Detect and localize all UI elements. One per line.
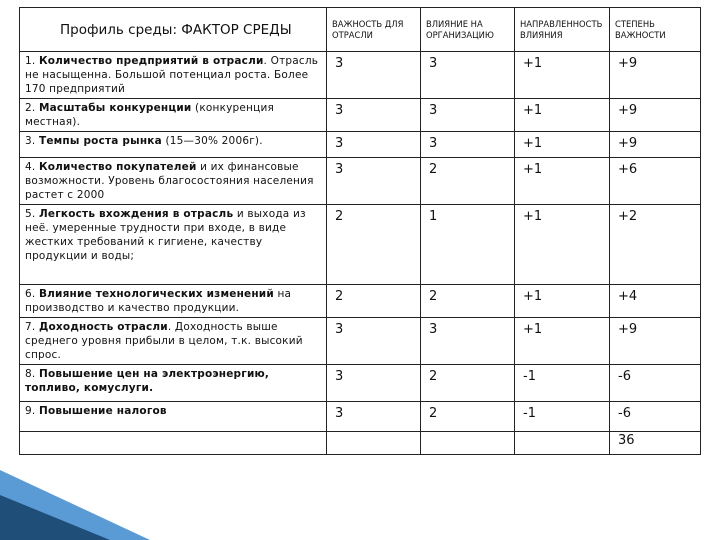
factor-detail: и выхода из неё. умеренные трудности при входе, в виде жестких требований к гигиене, качеству продукции и воды;	[25, 208, 306, 262]
factor-detail: на производство и качество продукции.	[25, 288, 292, 314]
importance-value: 3	[327, 365, 421, 402]
direction-value: +1	[515, 99, 610, 132]
table-row	[20, 52, 701, 99]
factor-name: Количество покупателей	[38, 161, 197, 173]
factor-number: 9.	[25, 405, 36, 417]
degree-value: +9	[610, 99, 701, 132]
factor-name: Влияние технологических изменений	[38, 288, 274, 300]
influence-value: 2	[421, 365, 515, 402]
table-row	[20, 205, 701, 285]
factor-number: 5.	[25, 208, 36, 220]
factor-name: Масштабы конкуренции	[38, 102, 192, 114]
direction-value: +1	[515, 318, 610, 365]
direction-value: +1	[515, 158, 610, 205]
degree-value: -6	[610, 402, 701, 432]
factor-description	[20, 285, 327, 318]
influence-value: 2	[421, 402, 515, 432]
factor-description	[20, 99, 327, 132]
factor-detail: (конкуренция местная).	[25, 102, 274, 128]
factor-description	[20, 402, 327, 432]
header-profile: Профиль среды: ФАКТОР СРЕДЫ	[20, 8, 327, 52]
degree-value: +9	[610, 52, 701, 99]
factor-detail: . Отрасль не насыщенна. Большой потенциал роста. Более 170 предприятий	[25, 55, 319, 95]
direction-value: -1	[515, 365, 610, 402]
degree-value: +9	[610, 132, 701, 158]
factor-description	[20, 318, 327, 365]
factor-name: Повышение налогов	[38, 405, 167, 417]
importance-value: 3	[327, 402, 421, 432]
factor-detail: (15—30% 2006г).	[161, 135, 263, 147]
table-row	[20, 285, 701, 318]
direction-value: -1	[515, 402, 610, 432]
total-value: 36	[610, 432, 701, 455]
degree-value: +2	[610, 205, 701, 285]
factor-description	[20, 132, 327, 158]
direction-value: +1	[515, 205, 610, 285]
influence-value: 3	[421, 52, 515, 99]
influence-value: 3	[421, 318, 515, 365]
factor-name: Повышение цен на электроэнергию, топливо, комуслуги.	[25, 368, 270, 394]
factor-name: Легкость вхождения в отрасль	[38, 208, 234, 220]
factor-detail: и их финансовые возможности. Уровень благосостояния населения растет с 2000	[25, 161, 314, 201]
factor-number: 1.	[25, 55, 36, 67]
total-empty-3	[421, 432, 515, 455]
total-empty-4	[515, 432, 610, 455]
influence-value: 1	[421, 205, 515, 285]
influence-value: 2	[421, 158, 515, 205]
influence-value: 2	[421, 285, 515, 318]
header-direction: НАПРАВЛЕННОСТЬ ВЛИЯНИЯ	[515, 8, 610, 52]
header-row	[20, 8, 701, 52]
total-empty-2	[327, 432, 421, 455]
factor-name: Количество предприятий в отрасли	[38, 55, 264, 67]
degree-value: +4	[610, 285, 701, 318]
importance-value: 2	[327, 205, 421, 285]
direction-value: +1	[515, 285, 610, 318]
importance-value: 3	[327, 132, 421, 158]
factor-number: 2.	[25, 102, 36, 114]
influence-value: 3	[421, 99, 515, 132]
header-importance-industry: ВАЖНОСТЬ ДЛЯ ОТРАСЛИ	[327, 8, 421, 52]
factor-description	[20, 158, 327, 205]
importance-value: 3	[327, 318, 421, 365]
factor-number: 4.	[25, 161, 36, 173]
importance-value: 3	[327, 158, 421, 205]
direction-value: +1	[515, 52, 610, 99]
factor-name: Темпы роста рынка	[38, 135, 162, 147]
factor-number: 3.	[25, 135, 36, 147]
factor-description	[20, 365, 327, 402]
total-row	[20, 432, 701, 455]
importance-value: 2	[327, 285, 421, 318]
table-row	[20, 365, 701, 402]
table-row	[20, 132, 701, 158]
factor-number: 6.	[25, 288, 36, 300]
degree-value: -6	[610, 365, 701, 402]
environment-profile-table	[19, 7, 701, 455]
factor-name: Доходность отрасли	[38, 321, 168, 333]
factor-description	[20, 205, 327, 285]
table-row	[20, 318, 701, 365]
degree-value: +9	[610, 318, 701, 365]
table-row	[20, 402, 701, 432]
slide-corner-decoration	[0, 450, 720, 540]
header-influence-org: ВЛИЯНИЕ НА ОРГАНИЗАЦИЮ	[421, 8, 515, 52]
factor-description	[20, 52, 327, 99]
importance-value: 3	[327, 99, 421, 132]
table-row	[20, 99, 701, 132]
factor-number: 7.	[25, 321, 36, 333]
influence-value: 3	[421, 132, 515, 158]
table-row	[20, 158, 701, 205]
importance-value: 3	[327, 52, 421, 99]
header-degree: СТЕПЕНЬ ВАЖНОСТИ	[610, 8, 701, 52]
degree-value: +6	[610, 158, 701, 205]
direction-value: +1	[515, 132, 610, 158]
total-empty-1	[20, 432, 327, 455]
factor-number: 8.	[25, 368, 36, 380]
factor-detail: . Доходность выше среднего уровня прибыли в целом, т.к. высокий спрос.	[25, 321, 303, 361]
